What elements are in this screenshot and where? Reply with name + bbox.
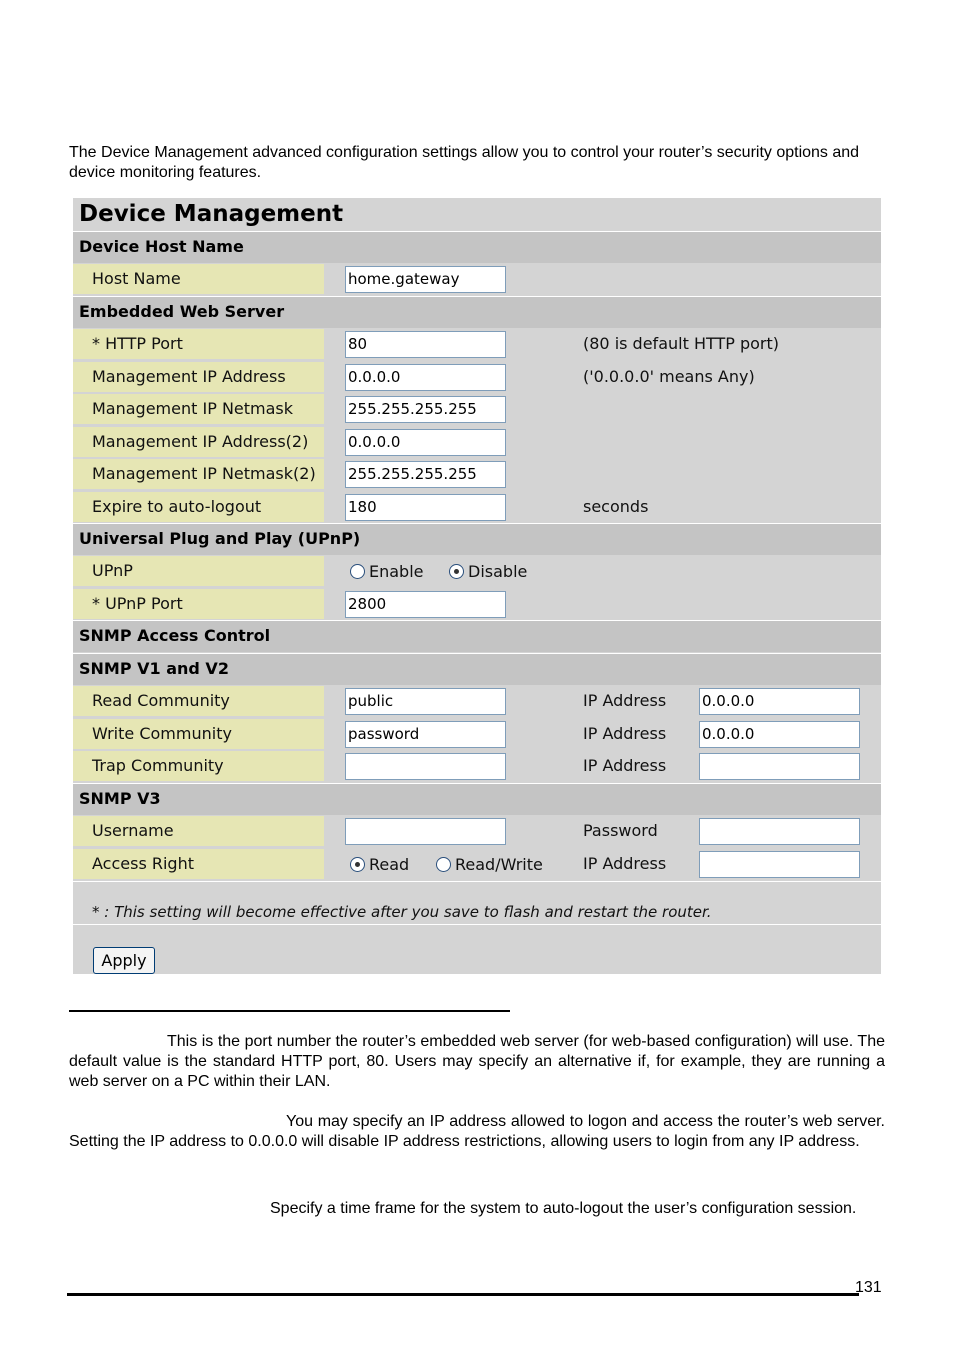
access-read-write-radio[interactable] (436, 855, 543, 875)
expire-row (73, 491, 881, 523)
username-label: Username (73, 816, 324, 846)
http-port-row (73, 328, 881, 360)
mgmt-netmask2-row (73, 458, 881, 490)
mgmt-netmask-label: Management IP Netmask (73, 394, 324, 424)
intro-text: The Device Management advanced configuration settings allow you to control your router’s security options and device monitoring features. (69, 144, 860, 181)
device-management-panel (73, 198, 881, 974)
expire-unit: seconds (564, 492, 881, 522)
mgmt-ip2-label: Management IP Address(2) (73, 427, 324, 457)
username-input[interactable] (345, 818, 506, 845)
trap-community-row (73, 750, 881, 782)
mgmt-netmask2-input[interactable]: 255.255.255.255 (345, 461, 506, 488)
password-label: Password (564, 816, 678, 846)
radio-unchecked-icon (350, 564, 365, 579)
write-community-row (73, 718, 881, 750)
section-snmp-v1-v2: SNMP V1 and V2 (73, 653, 881, 685)
http-port-hint: (80 is default HTTP port) (564, 329, 881, 359)
note-row (73, 881, 881, 923)
mgmt-netmask-row (73, 393, 881, 425)
http-port-label: * HTTP Port (73, 329, 324, 359)
mgmt-ip-row (73, 361, 881, 393)
mgmt-ip2-input[interactable]: 0.0.0.0 (345, 429, 506, 456)
username-row (73, 815, 881, 847)
access-read-label: Read (369, 855, 410, 874)
trap-community-ip-input[interactable] (699, 753, 860, 780)
expire-description: Specify a time frame for the system to auto-logout the user’s configuration session. (270, 1200, 857, 1217)
upnp-enable-radio[interactable] (350, 562, 424, 582)
upnp-enable-label: Enable (369, 562, 424, 581)
section-snmp-v3: SNMP V3 (73, 783, 881, 815)
access-right-label: Access Right (73, 849, 324, 879)
mgmt-ip-label: Management IP Address (73, 362, 324, 392)
access-read-write-label: Read/Write (455, 855, 543, 874)
mgmt-netmask-input[interactable]: 255.255.255.255 (345, 396, 506, 423)
section-embedded-web-server: Embedded Web Server (73, 296, 881, 328)
mgmt-ip-input[interactable]: 0.0.0.0 (345, 364, 506, 391)
mgmt-ip-hint: ('0.0.0.0' means Any) (564, 362, 881, 392)
read-community-label: Read Community (73, 686, 324, 716)
upnp-port-row (73, 588, 881, 620)
apply-button[interactable]: Apply (93, 947, 155, 974)
section-upnp: Universal Plug and Play (UPnP) (73, 523, 881, 555)
host-name-input[interactable]: home.gateway (345, 266, 506, 293)
upnp-port-label: * UPnP Port (73, 589, 324, 619)
password-input[interactable] (699, 818, 860, 845)
mgmt-ip2-row (73, 426, 881, 458)
trap-community-input[interactable] (345, 753, 506, 780)
section-snmp-access-control: SNMP Access Control (73, 620, 881, 652)
write-community-label: Write Community (73, 719, 324, 749)
restart-note: * : This setting will become effective after you save to flash and restart the router. (92, 903, 712, 921)
expire-label: Expire to auto-logout (73, 492, 324, 522)
mgmt-ip-description: You may specify an IP address allowed to logon and access the router’s web server. Setting the IP address to 0.0.0.0 will disable IP address restrictions, allowing users to login from any IP address. (69, 1113, 885, 1150)
apply-row (73, 924, 881, 974)
write-community-ip-label: IP Address (564, 719, 678, 749)
host-name-row (73, 263, 881, 295)
footer-rule (67, 1293, 859, 1296)
panel-title: Device Management (79, 201, 344, 227)
access-ip-input[interactable] (699, 851, 860, 878)
upnp-disable-radio[interactable] (449, 562, 527, 582)
section-divider (69, 1010, 510, 1012)
read-community-ip-label: IP Address (564, 686, 678, 716)
access-ip-label: IP Address (564, 849, 678, 879)
http-port-description: This is the port number the router’s embedded web server (for web-based configuration) will use. The default value is the standard HTTP port, 80. Users may specify an alternative if, for example, they are running a web server on a PC within their LAN. (69, 1033, 885, 1090)
section-device-host-name: Device Host Name (73, 231, 881, 263)
radio-checked-icon (449, 564, 464, 579)
upnp-label: UPnP (73, 556, 324, 586)
radio-unchecked-icon (436, 857, 451, 872)
expire-input[interactable]: 180 (345, 494, 506, 521)
page-number: 131 (855, 1279, 882, 1296)
read-community-row (73, 685, 881, 717)
upnp-row (73, 555, 881, 587)
upnp-disable-label: Disable (468, 562, 528, 581)
mgmt-netmask2-label: Management IP Netmask(2) (73, 459, 324, 489)
host-name-label: Host Name (73, 264, 324, 294)
write-community-ip-input[interactable]: 0.0.0.0 (699, 721, 860, 748)
read-community-ip-input[interactable]: 0.0.0.0 (699, 688, 860, 715)
upnp-port-input[interactable]: 2800 (345, 591, 506, 618)
trap-community-label: Trap Community (73, 751, 324, 781)
read-community-input[interactable]: public (345, 688, 506, 715)
radio-checked-icon (350, 857, 365, 872)
trap-community-ip-label: IP Address (564, 751, 678, 781)
access-read-radio[interactable] (350, 855, 409, 875)
write-community-input[interactable]: password (345, 721, 506, 748)
access-right-row (73, 848, 881, 880)
http-port-input[interactable]: 80 (345, 331, 506, 358)
